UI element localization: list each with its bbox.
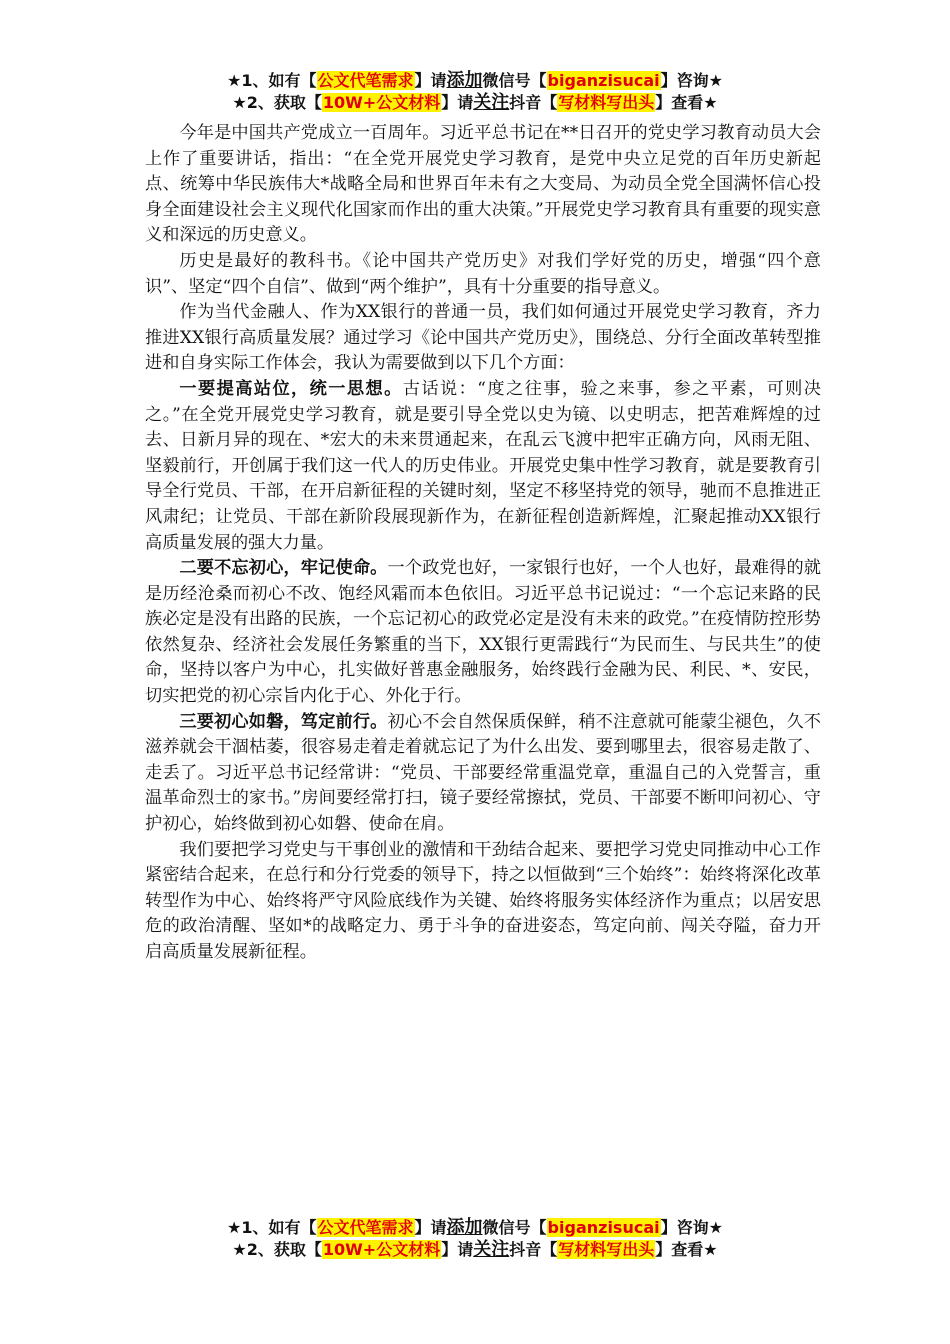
banner-text: 】咨询★ [660, 71, 723, 90]
banner-highlight: biganzisucai [547, 1218, 660, 1237]
paragraph-lead: 一要提高站位，统一思想。 [179, 378, 403, 399]
banner-highlight: biganzisucai [547, 71, 660, 90]
footer-banner [0, 1217, 950, 1261]
header-banner [0, 70, 950, 114]
banner-highlight: 10W+公文材料 [322, 93, 441, 112]
paragraph [145, 121, 821, 249]
banner-text: 抖音【 [509, 1240, 558, 1259]
banner-highlight: 写材料写出头 [558, 1240, 655, 1259]
banner-text: 微信号【 [482, 1218, 547, 1237]
document-body [145, 121, 821, 966]
banner-text: 】请 [414, 71, 447, 90]
banner-line-2 [0, 1239, 950, 1261]
banner-text: ★1、如有【 [227, 71, 317, 90]
banner-text: 】咨询★ [660, 1218, 723, 1237]
banner-highlight: 公文代笔需求 [317, 1218, 414, 1237]
banner-line-1 [0, 70, 950, 92]
banner-text: 】请 [441, 1240, 474, 1259]
banner-line-1 [0, 1217, 950, 1239]
paragraph [145, 300, 821, 377]
paragraph [145, 710, 821, 838]
banner-highlight: 10W+公文材料 [322, 1240, 441, 1259]
banner-underline: 关注 [473, 1239, 510, 1260]
paragraph-text: 历史是最好的教科书。《论中国共产党历史》对我们学好党的历史，增强“四个意识”、坚定“四个自信”、做到“两个维护”，具有十分重要的指导意义。 [145, 250, 821, 297]
paragraph-text: 一个政党也好，一家银行也好，一个人也好，最难得的就是历经沧桑而初心不改、饱经风霜而本色依旧。习近平总书记说过：“一个忘记来路的民族必定是没有出路的民族，一个忘记初心的政党必定是没有未来的政党。”在疫情防控形势依然复杂、经济社会发展任务繁重的当下，XX银行更需践行“为民而生、与民共生”的使命，坚持以客户为中心，扎实做好普惠金融服务，始终践行金融为民、利民、*、安民，切实把党的初心宗旨内化于心、外化于行。 [145, 558, 821, 707]
paragraph-text: 我们要把学习党史与干事创业的激情和干劲结合起来、要把学习党史同推动中心工作紧密结合起来，在总行和分行党委的领导下，持之以恒做到“三个始终”：始终将深化改革转型作为中心、始终将严守风险底线作为关键、始终将服务实体经济作为重点；以居安思危的政治清醒、坚如*的战略定力、勇于斗争的奋进姿态，笃定向前、闯关夺隘，奋力开启高质量发展新征程。 [145, 839, 821, 962]
banner-highlight: 写材料写出头 [558, 93, 655, 112]
banner-text: 微信号【 [482, 71, 547, 90]
banner-text: ★2、获取【 [232, 93, 322, 112]
paragraph-text: 今年是中国共产党成立一百周年。习近平总书记在**日召开的党史学习教育动员大会上作了重要讲话，指出：“在全党开展党史学习教育，是党中央立足党的百年历史新起点、统筹中华民族伟大*战略全局和世界百年未有之大变局、为动员全党全国满怀信心投身全面建设社会主义现代化国家而作出的重大决策。”开展党史学习教育具有重要的现实意义和深远的历史意义。 [145, 123, 821, 246]
paragraph [145, 377, 821, 556]
banner-text: ★2、获取【 [232, 1240, 322, 1259]
banner-text: 】查看★ [655, 1240, 718, 1259]
banner-underline: 添加 [446, 1217, 483, 1238]
banner-underline: 关注 [473, 92, 510, 113]
banner-text: 抖音【 [509, 93, 558, 112]
paragraph-text: 初心不会自然保质保鲜，稍不注意就可能蒙尘褪色，久不滋养就会干涸枯萎，很容易走着走着就忘记了为什么出发、要到哪里去，很容易走散了、走丢了。习近平总书记经常讲：“党员、干部要经常重温党章，重温自己的入党誓言，重温革命烈士的家书。”房间要经常打扫，镜子要经常擦拭，党员、干部要不断叩问初心、守护初心，始终做到初心如磐、使命在肩。 [145, 711, 821, 835]
paragraph-text: 古话说：“度之往事，验之来事，参之平素，可则决之。”在全党开展党史学习教育，就是要引导全党以史为镜、以史明志，把苦难辉煌的过去、日新月异的现在、*宏大的未来贯通起来，在乱云飞渡中把牢正确方向，风雨无阻、坚毅前行，开创属于我们这一代人的历史伟业。开展党史集中性学习教育，就是要教育引导全行党员、干部，在开启新征程的关键时刻，坚定不移坚持党的领导，驰而不息推进正风肃纪；让党员、干部在新阶段展现新作为，在新征程创造新辉煌，汇聚起推动XX银行高质量发展的强大力量。 [145, 378, 821, 553]
paragraph [145, 249, 821, 300]
paragraph-lead: 二要不忘初心，牢记使命。 [179, 558, 388, 579]
banner-underline: 添加 [446, 70, 483, 91]
banner-text: 】请 [441, 93, 474, 112]
banner-text: 】查看★ [655, 93, 718, 112]
banner-highlight: 公文代笔需求 [317, 71, 414, 90]
banner-text: 】请 [414, 1218, 447, 1237]
paragraph [145, 838, 821, 966]
banner-text: ★1、如有【 [227, 1218, 317, 1237]
paragraph-lead: 三要初心如磐，笃定前行。 [179, 711, 388, 732]
banner-line-2 [0, 92, 950, 114]
paragraph-text: 作为当代金融人、作为XX银行的普通一员，我们如何通过开展党史学习教育，齐力推进XX银行高质量发展？通过学习《论中国共产党历史》，围绕总、分行全面改革转型推进和自身实际工作体会，我认为需要做到以下几个方面： [145, 302, 821, 374]
paragraph [145, 556, 821, 710]
